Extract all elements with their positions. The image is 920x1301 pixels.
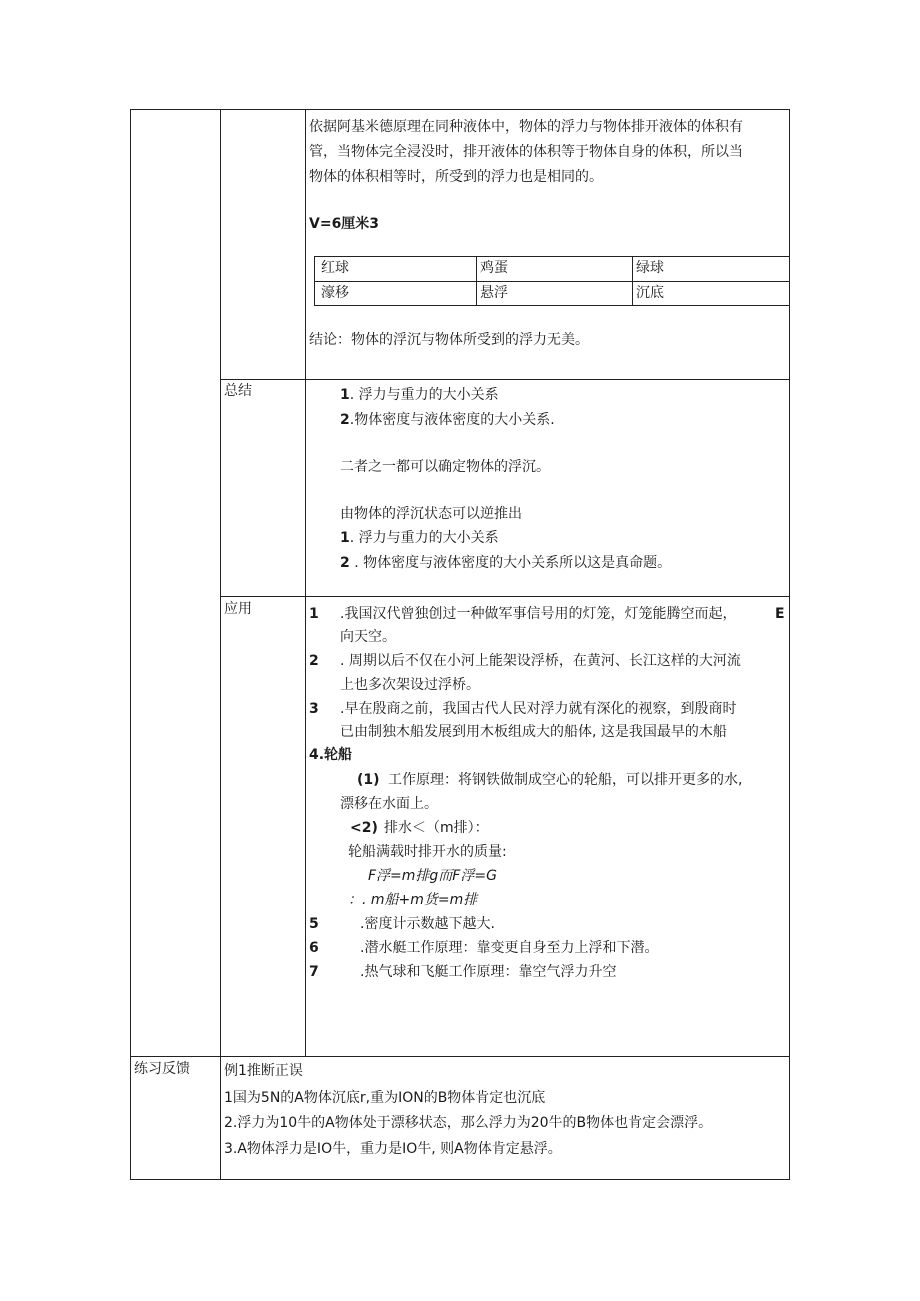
state-table-cell: 绿球 [636,260,664,276]
application-item-text: .我国汉代曾独创过一种做军事信号用的灯笼，灯笼能腾空而起， [340,606,737,622]
table-right-border [789,109,790,1180]
summary-line-text: . 浮力与重力的大小关系 [349,530,499,546]
practice-label: 练习反馈 [134,1061,190,1077]
application-item-text: 已由制独木船发展到用木板组成大的船体, 这是我国最早的木船 [340,724,727,740]
practice-line: 1国为5N的A物体沉底r,重为ION的B物体肯定也沉底 [224,1090,546,1106]
application-item-num: 3 [309,701,319,717]
ship-point-text: 工作原理：将钢铁做制成空心的轮船，可以排开更多的水, [388,772,743,788]
summary-line-num: 2 [340,555,350,571]
summary-line-text: . 浮力与重力的大小关系 [349,387,499,403]
summary-line-text: 二者之一都可以确定物体的浮沉。 [340,459,550,475]
application-item-text: . 周期以后不仅在小河上能架设浮桥，在黄河、长江这样的大河流 [340,653,741,669]
state-table-cell: 鸡蛋 [480,260,508,276]
conclusion-text: 结论：物体的浮沉与物体所受到的浮力无美。 [309,332,589,348]
state-table-col [314,256,315,306]
state-table-col [632,256,633,306]
summary-line [340,457,550,477]
state-table-cell: 悬浮 [480,285,508,301]
ship-point-text: 漂移在水面上。 [340,796,438,812]
summary-line-num: 1 [340,387,350,403]
summary-line [340,410,555,430]
application-label: 应用 [224,601,252,617]
state-table-bottom [314,305,790,306]
principle-line: 物体的体积相等时，所受到的浮力也是相同的。 [309,169,603,185]
table-bottom-border [130,1179,790,1180]
table-top-border [130,109,790,110]
ship-point-num: <2) [350,820,378,836]
ship-point-text: 轮船满载时排开水的质量: [348,844,507,860]
ship-formula: F浮=m排g而F浮=G [368,868,497,884]
table-left-border [130,109,131,1180]
state-table-cell: 沉底 [636,285,664,301]
state-table-col [476,256,477,306]
state-table-cell: 濠移 [321,285,349,301]
application-item-text: .潜水艇工作原理：靠变更自身至力上浮和下潜。 [360,940,659,956]
column-divider-2 [305,109,306,1056]
summary-line-text: 由物体的浮沉状态可以逆推出 [340,506,522,522]
summary-line-text: . 物体密度与液体密度的大小关系所以这是真命题。 [349,555,672,571]
summary-line-text: .物体密度与液体密度的大小关系. [349,412,555,428]
row-divider-practice [130,1056,790,1057]
summary-line-num: 1 [340,530,350,546]
practice-line: 2.浮力为10牛的A物体处于漂移状态，那么浮力为20牛的B物体也肯定会漂浮。 [224,1115,713,1131]
summary-line [340,385,499,405]
state-table-top [314,256,790,257]
application-item-text: 上也多次架设过浮桥。 [340,677,480,693]
practice-line: 3.A物体浮力是IO牛，重力是IO牛, 则A物体肯定悬浮。 [224,1141,562,1157]
application-item-num: 7 [309,964,319,980]
ship-title: 4.轮船 [309,747,353,763]
summary-line [340,528,499,548]
application-item-num: 6 [309,940,319,956]
summary-line-num: 2 [340,412,350,428]
column-divider-1 [220,109,221,1180]
row-divider-application [220,596,790,597]
practice-title: 例1推断正误 [224,1063,303,1079]
summary-line [340,504,522,524]
application-item-text: .早在殷商之前，我国古代人民对浮力就有深化的视察，到殷商时 [340,701,737,717]
application-item-num: 5 [309,916,319,932]
ship-point-num: (1) [357,772,380,788]
application-item-text: 向天空。 [340,629,396,645]
application-item-text: E [775,606,785,622]
summary-line [340,553,671,573]
principle-line: 依据阿基米德原理在同种液体中，物体的浮力与物体排开液体的体积有 [309,119,743,135]
application-item-text: .热气球和飞艇工作原理：靠空气浮力升空 [360,964,617,980]
application-item-text: .密度计示数越下越大. [360,916,495,932]
ship-point-text: 排水＜（m排）： [384,820,489,836]
volume-value: V=6厘米3 [309,216,380,232]
summary-label: 总结 [224,383,252,399]
ship-formula: ：. m船+m货=m排 [348,892,478,908]
row-divider-summary [220,379,790,380]
state-table-cell: 红球 [321,260,349,276]
state-table-middle [314,281,790,282]
application-item-num: 2 [309,653,319,669]
principle-line: 管，当物体完全浸没时，排开液体的体积等于物体自身的体积，所以当 [309,144,743,160]
application-item-num: 1 [309,606,319,622]
